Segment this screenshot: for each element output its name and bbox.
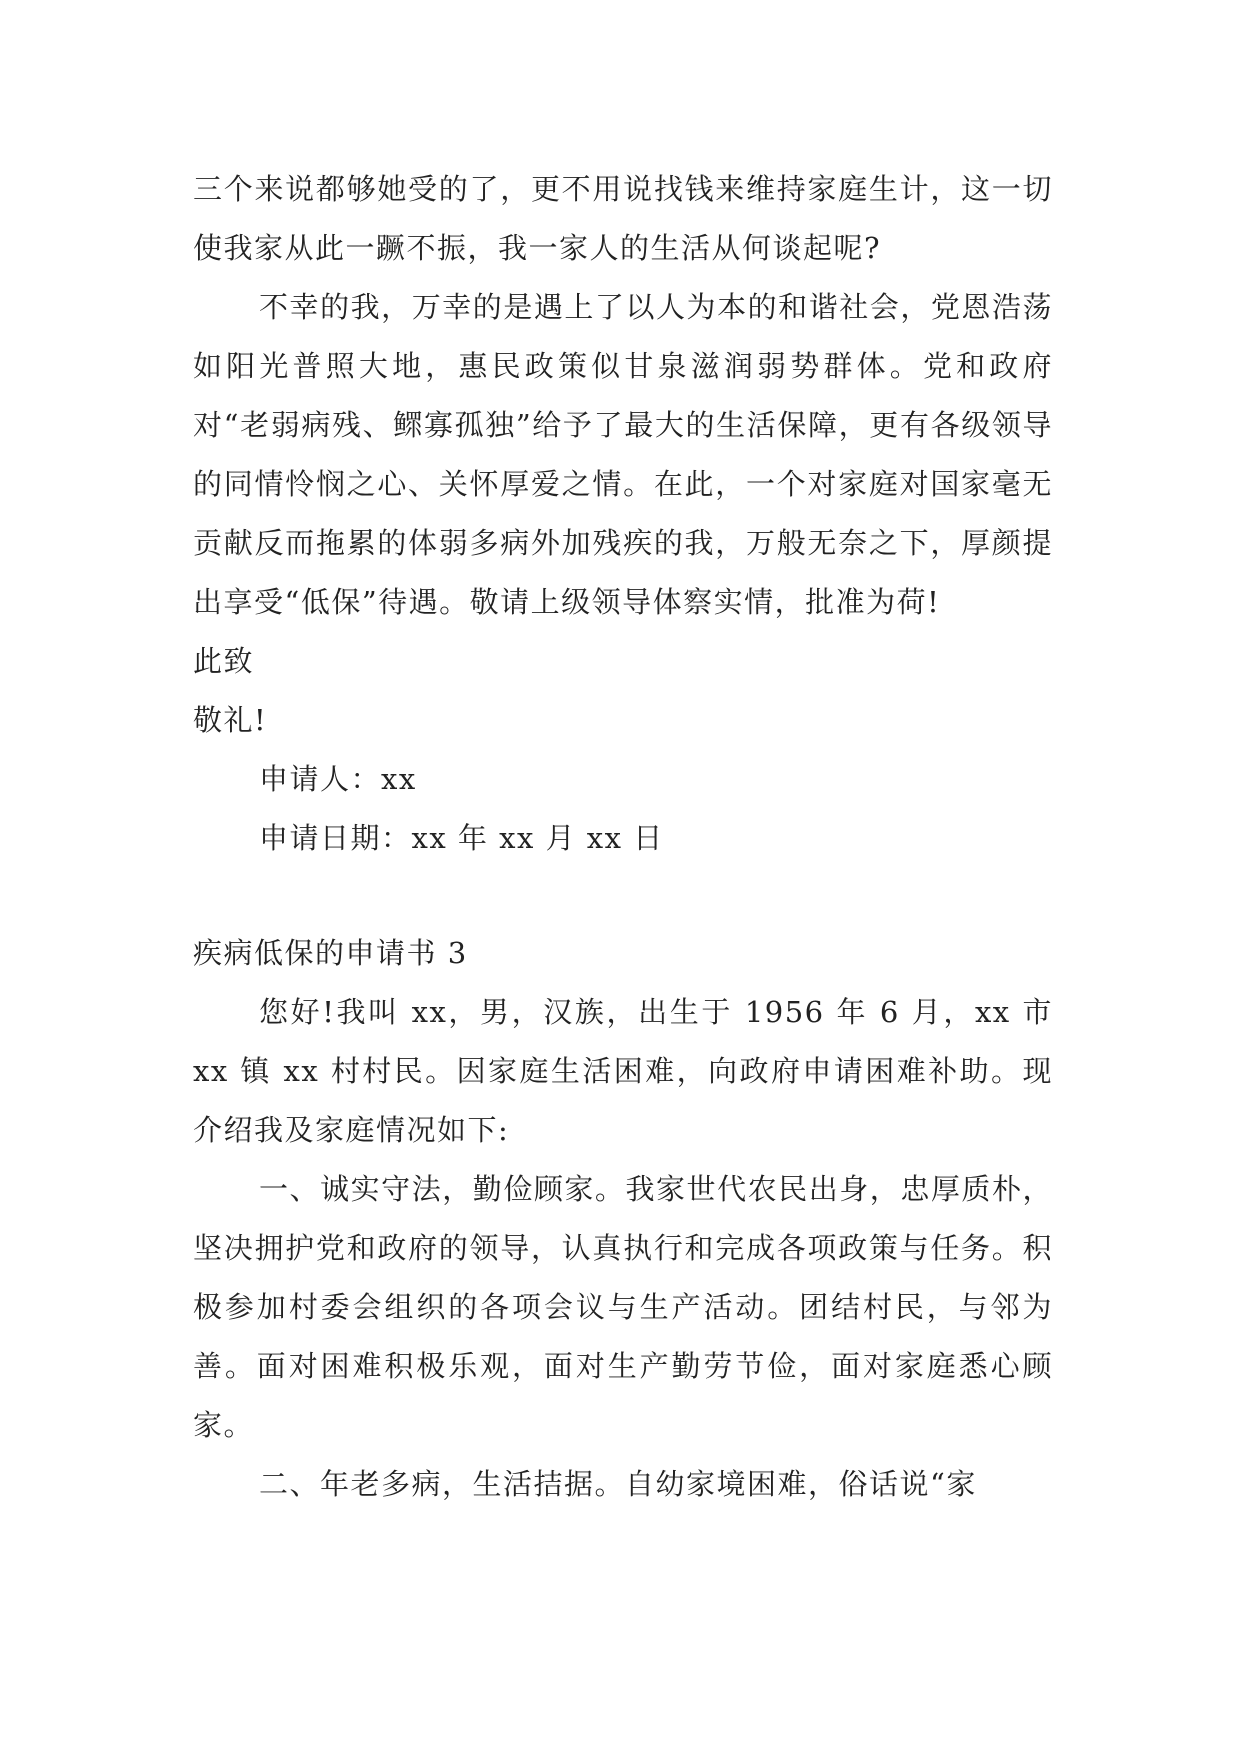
signature-applicant: 申请人：xx [259,762,417,796]
paragraph-point-two: 二、年老多病，生活拮据。自幼家境困难，俗话说“家 [259,1467,977,1501]
closing-jingli: 敬礼! [193,703,268,737]
document-body [193,160,1053,1514]
paragraph-point-one: 一、诚实守法，勤俭顾家。我家世代农民出身，忠厚质朴，坚决拥护党和政府的领导，认真执行和完成各项政策与任务。积极参加村委会组织的各项会议与生产活动。团结村民，与邻为善。面对困难积极乐观，面对生产勤劳节俭，面对家庭悉心顾家。 [193,1172,1053,1442]
paragraph-plea: 不幸的我，万幸的是遇上了以人为本的和谐社会，党恩浩荡如阳光普照大地，惠民政策似甘泉滋润弱势群体。党和政府对“老弱病残、鳏寡孤独”给予了最大的生活保障，更有各级领导的同情怜悯之心、关怀厚爱之情。在此，一个对家庭对国家毫无贡献反而拖累的体弱多病外加残疾的我，万般无奈之下，厚颜提出享受“低保”待遇。敬请上级领导体察实情，批准为荷! [193,290,1053,619]
paragraph-intro: 您好!我叫 xx，男，汉族，出生于 1956 年 6 月，xx 市 xx 镇 xx 村村民。因家庭生活困难，向政府申请困难补助。现介绍我及家庭情况如下: [193,995,1053,1147]
paragraph-continuation: 三个来说都够她受的了，更不用说找钱来维持家庭生计，这一切使我家从此一蹶不振，我一家人的生活从何谈起呢? [193,172,1053,265]
signature-date: 申请日期：xx 年 xx 月 xx 日 [259,821,664,855]
closing-cizhi: 此致 [193,644,255,678]
section-title: 疾病低保的申请书 3 [193,936,468,970]
